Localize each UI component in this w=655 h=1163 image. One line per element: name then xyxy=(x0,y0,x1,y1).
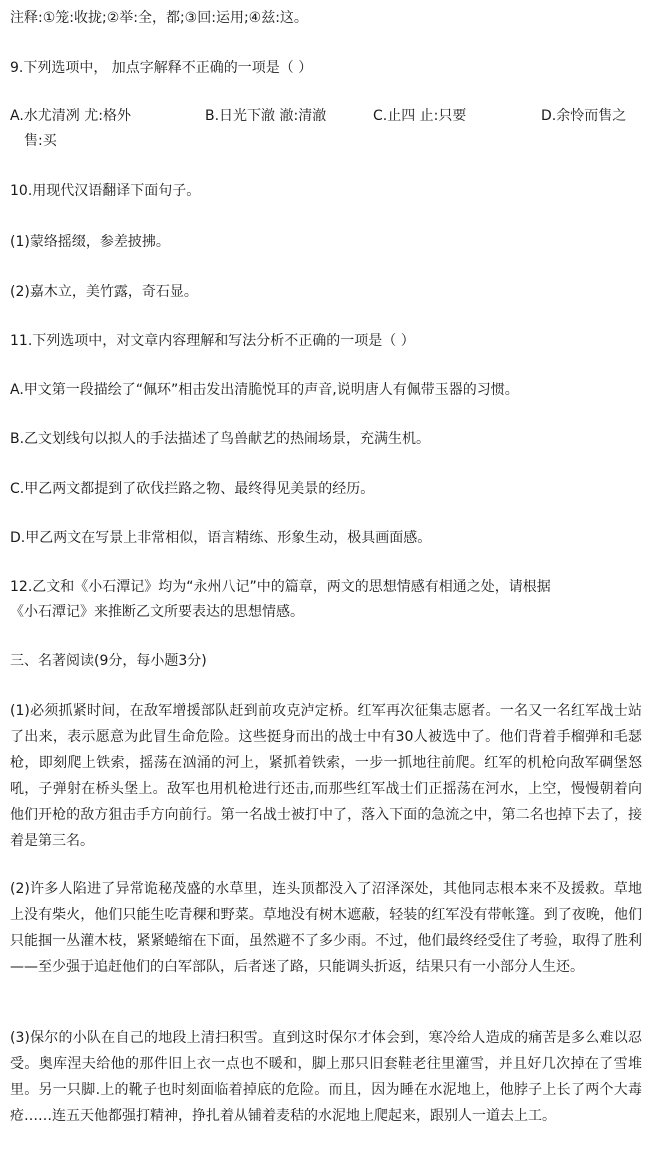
question-10-stem: 10.用现代汉语翻译下面句子。 xyxy=(10,183,201,199)
reading-paragraph-2: (2)许多人陷进了异常诡秘茂盛的水草里，连头顶都没入了沼泽深处，其他同志根本来不及援救。草地上没有柴火，他们只能生吃青稞和野菜。草地没有树木遮蔽，轻装的红军没有带帐篷。到了夜晚，他们只能掴一丛灌木枝，紧紧蜷缩在下面，虽然避不了多少雨。不过，他们最终经受住了考验，取得了胜利——至少强于追赶他们的白军部队，后者迷了路，只能调头折返，结果只有一小部分人生还。 xyxy=(10,881,642,975)
question-10-sentence-2: (2)嘉木立，美竹露，奇石显。 xyxy=(10,284,198,300)
section-3-title: 三、名著阅读(9分，每小题3分) xyxy=(10,653,207,669)
question-9-option-b: B.日光下澈 澈:清澈 xyxy=(205,108,327,124)
question-11-option-a: A.甲文第一段描绘了“佩环”相击发出清脆悦耳的声音,说明唐人有佩带玉器的习惯。 xyxy=(10,382,519,398)
question-12-line-1: 12.乙文和《小石潭记》均为“永州八记”中的篇章，两文的思想情感有相通之处，请根据 xyxy=(10,579,551,595)
question-9-option-a: A.水尤清冽 尤:格外 xyxy=(10,108,131,124)
annotation-note: 注释:①笼:收拢;②举:全，都;③回:运用;④兹:这。 xyxy=(10,10,308,26)
question-11-stem: 11.下列选项中，对文章内容理解和写法分析不正确的一项是（ ） xyxy=(10,333,415,349)
question-11-option-b: B.乙文划线句以拟人的手法描述了鸟兽献艺的热闹场景，充满生机。 xyxy=(10,431,431,447)
question-10-sentence-1: (1)蒙络摇缀，参差披拂。 xyxy=(10,234,170,250)
reading-paragraph-3: (3)保尔的小队在自己的地段上清扫积雪。直到这时保尔才体会到，寒冷给人造成的痛苦是多么难以忍受。奥库涅夫给他的那件旧上衣一点也不暖和，脚上那只旧套鞋老往里灌雪，并且好几次掉在了雪堆里。另一只脚.上的靴子也时刻面临着掉底的危险。而且，因为睡在水泥地上，他脖子上长了两个大毒疮……连五天他都强打精神，挣扎着从铺着麦秸的水泥地上爬起来，跟别人一道去上工。 xyxy=(10,1030,642,1124)
question-9-options xyxy=(10,106,647,126)
question-9-option-d-continued: 售:买 xyxy=(24,133,57,149)
question-9-stem: 9.下列选项中， 加点字解释不正确的一项是（ ） xyxy=(10,60,313,76)
question-9-option-c: C.止四 止:只要 xyxy=(373,108,467,124)
question-11-option-c: C.甲乙两文都提到了砍伐拦路之物、最终得见美景的经历。 xyxy=(10,481,375,497)
question-12-line-2: 《小石潭记》来推断乙文所要表达的思想情感。 xyxy=(10,604,304,620)
question-9-option-d: D.余怜而售之 xyxy=(541,108,627,124)
question-11-option-d: D.甲乙两文在写景上非常相似，语言精练、形象生动，极具画面感。 xyxy=(10,530,432,546)
reading-paragraph-1: (1)必须抓紧时间，在敌军增援部队赶到前攻克泸定桥。红军再次征集志愿者。一名又一名红军战士站了出来，表示愿意为此冒生命危险。这些挺身而出的战士中有30人被选中了。他们背着手榴弹和毛瑟枪，即刻爬上铁索，摇荡在汹涌的河上，紧抓着铁索，一步一抓地往前爬。红军的机枪向敌军碉堡怒吼，子弹射在桥头堡上。敌军也用机枪进行还击,而那些红军战士们正摇荡在河水，上空，慢慢朝着向他们开枪的敌方狙击手方向前行。第一名战士被打中了，落入下面的急流之中，第二名也掉下去了，接着是第三名。 xyxy=(10,703,642,849)
